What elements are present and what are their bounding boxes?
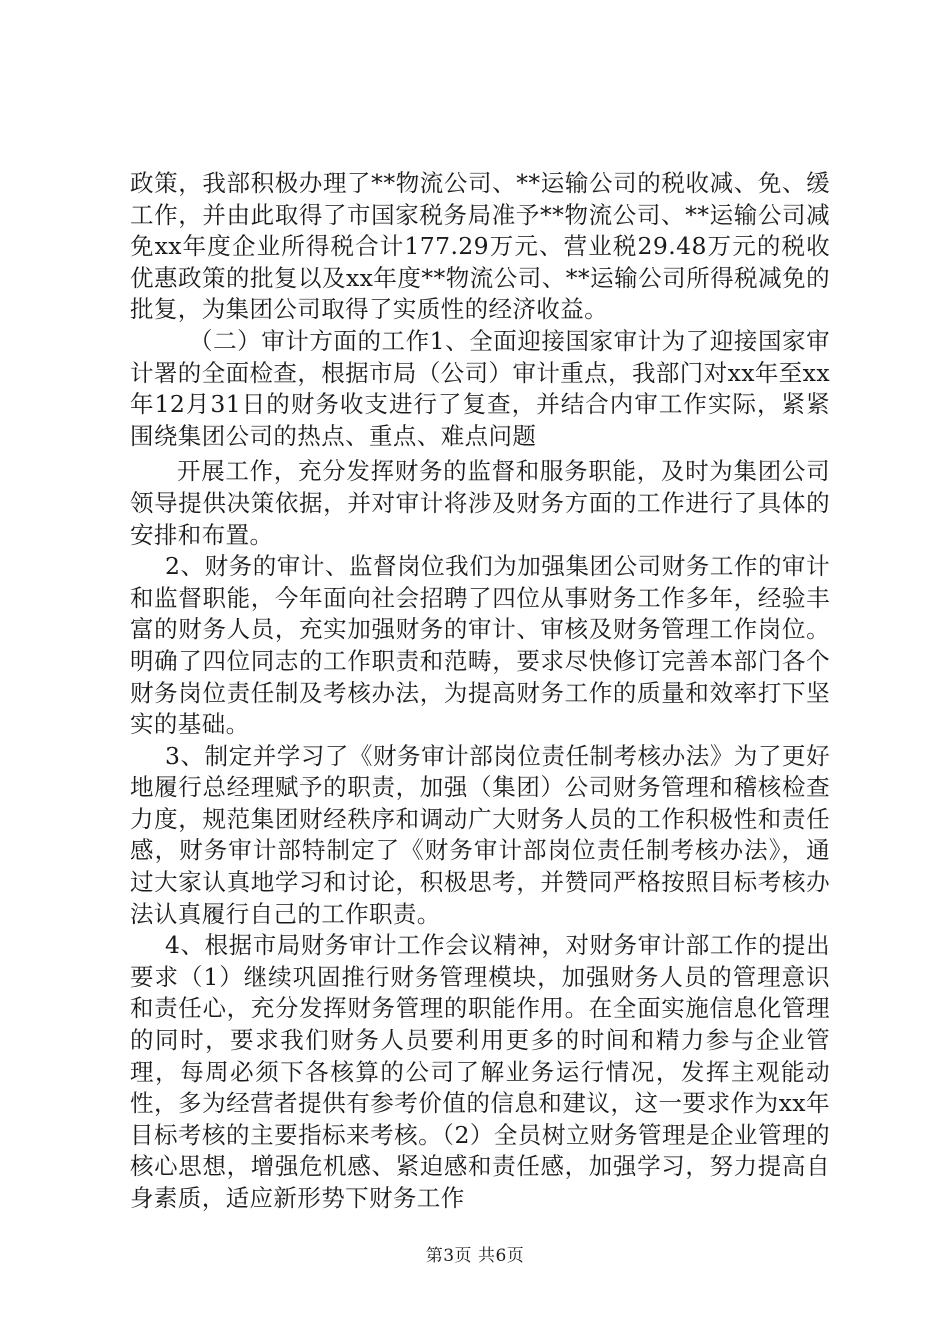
paragraph-audit-positions: 2、财务的审计、监督岗位我们为加强集团公司财务工作的审计和监督职能，今年面向社会招聘了四位从事财务工作多年，经验丰富的财务人员，充实加强财务的审计、审核及财务管理工作岗位。明确了四位同志的工作职责和范畴，要求尽快修订完善本部门各个财务岗位责任制及考核办法，为提高财务工作的质量和效率打下坚实的基础。 bbox=[130, 552, 830, 739]
document-body bbox=[130, 168, 830, 1215]
paragraph-meeting-requirements: 4、根据市局财务审计工作会议精神，对财务审计部工作的提出要求（1）继续巩固推行财务管理模块，加强财务人员的管理意识和责任心，充分发挥财务管理的职能作用。在全面实施信息化管理的同时，要求我们财务人员要利用更多的时间和精力参与企业管理，每周必须下各核算的公司了解业务运行情况，发挥主观能动性，多为经营者提供有参考价值的信息和建议，这一要求作为xx年目标考核的主要指标来考核。（2）全员树立财务管理是企业管理的核心思想，增强危机感、紧迫感和责任感，加强学习，努力提高自身素质，适应新形势下财务工作 bbox=[130, 931, 830, 1212]
paragraph-audit-work: （二）审计方面的工作1、全面迎接国家审计为了迎接国家审计署的全面检查，根据市局（公司）审计重点，我部门对xx年至xx年12月31日的财务收支进行了复查，并结合内审工作实际，紧紧围绕集团公司的热点、重点、难点问题 bbox=[130, 326, 830, 450]
page-number-footer: 第3页 共6页 bbox=[425, 1246, 525, 1266]
paragraph-tax-policy: 政策，我部积极办理了**物流公司、**运输公司的税收减、免、缓工作，并由此取得了市国家税务局准予**物流公司、**运输公司减免xx年度企业所得税合计177.29万元、营业税29.48万元的税收优惠政策的批复以及xx年度**物流公司、**运输公司所得税减免的批复，为集团公司取得了实质性的经济收益。 bbox=[130, 169, 830, 324]
paragraph-assessment-rules: 3、制定并学习了《财务审计部岗位责任制考核办法》为了更好地履行总经理赋予的职责，加强（集团）公司财务管理和稽核检查力度，规范集团财经秩序和调动广大财务人员的工作积极性和责任感，财务审计部特制定了《财务审计部岗位责任制考核办法》，通过大家认真地学习和讨论，积极思考，并赞同严格按照目标考核办法认真履行自己的工作职责。 bbox=[130, 741, 830, 928]
paragraph-audit-work-continued: 开展工作，充分发挥财务的监督和服务职能，及时为集团公司领导提供决策依据，并对审计将涉及财务方面的工作进行了具体的安排和布置。 bbox=[130, 457, 830, 549]
